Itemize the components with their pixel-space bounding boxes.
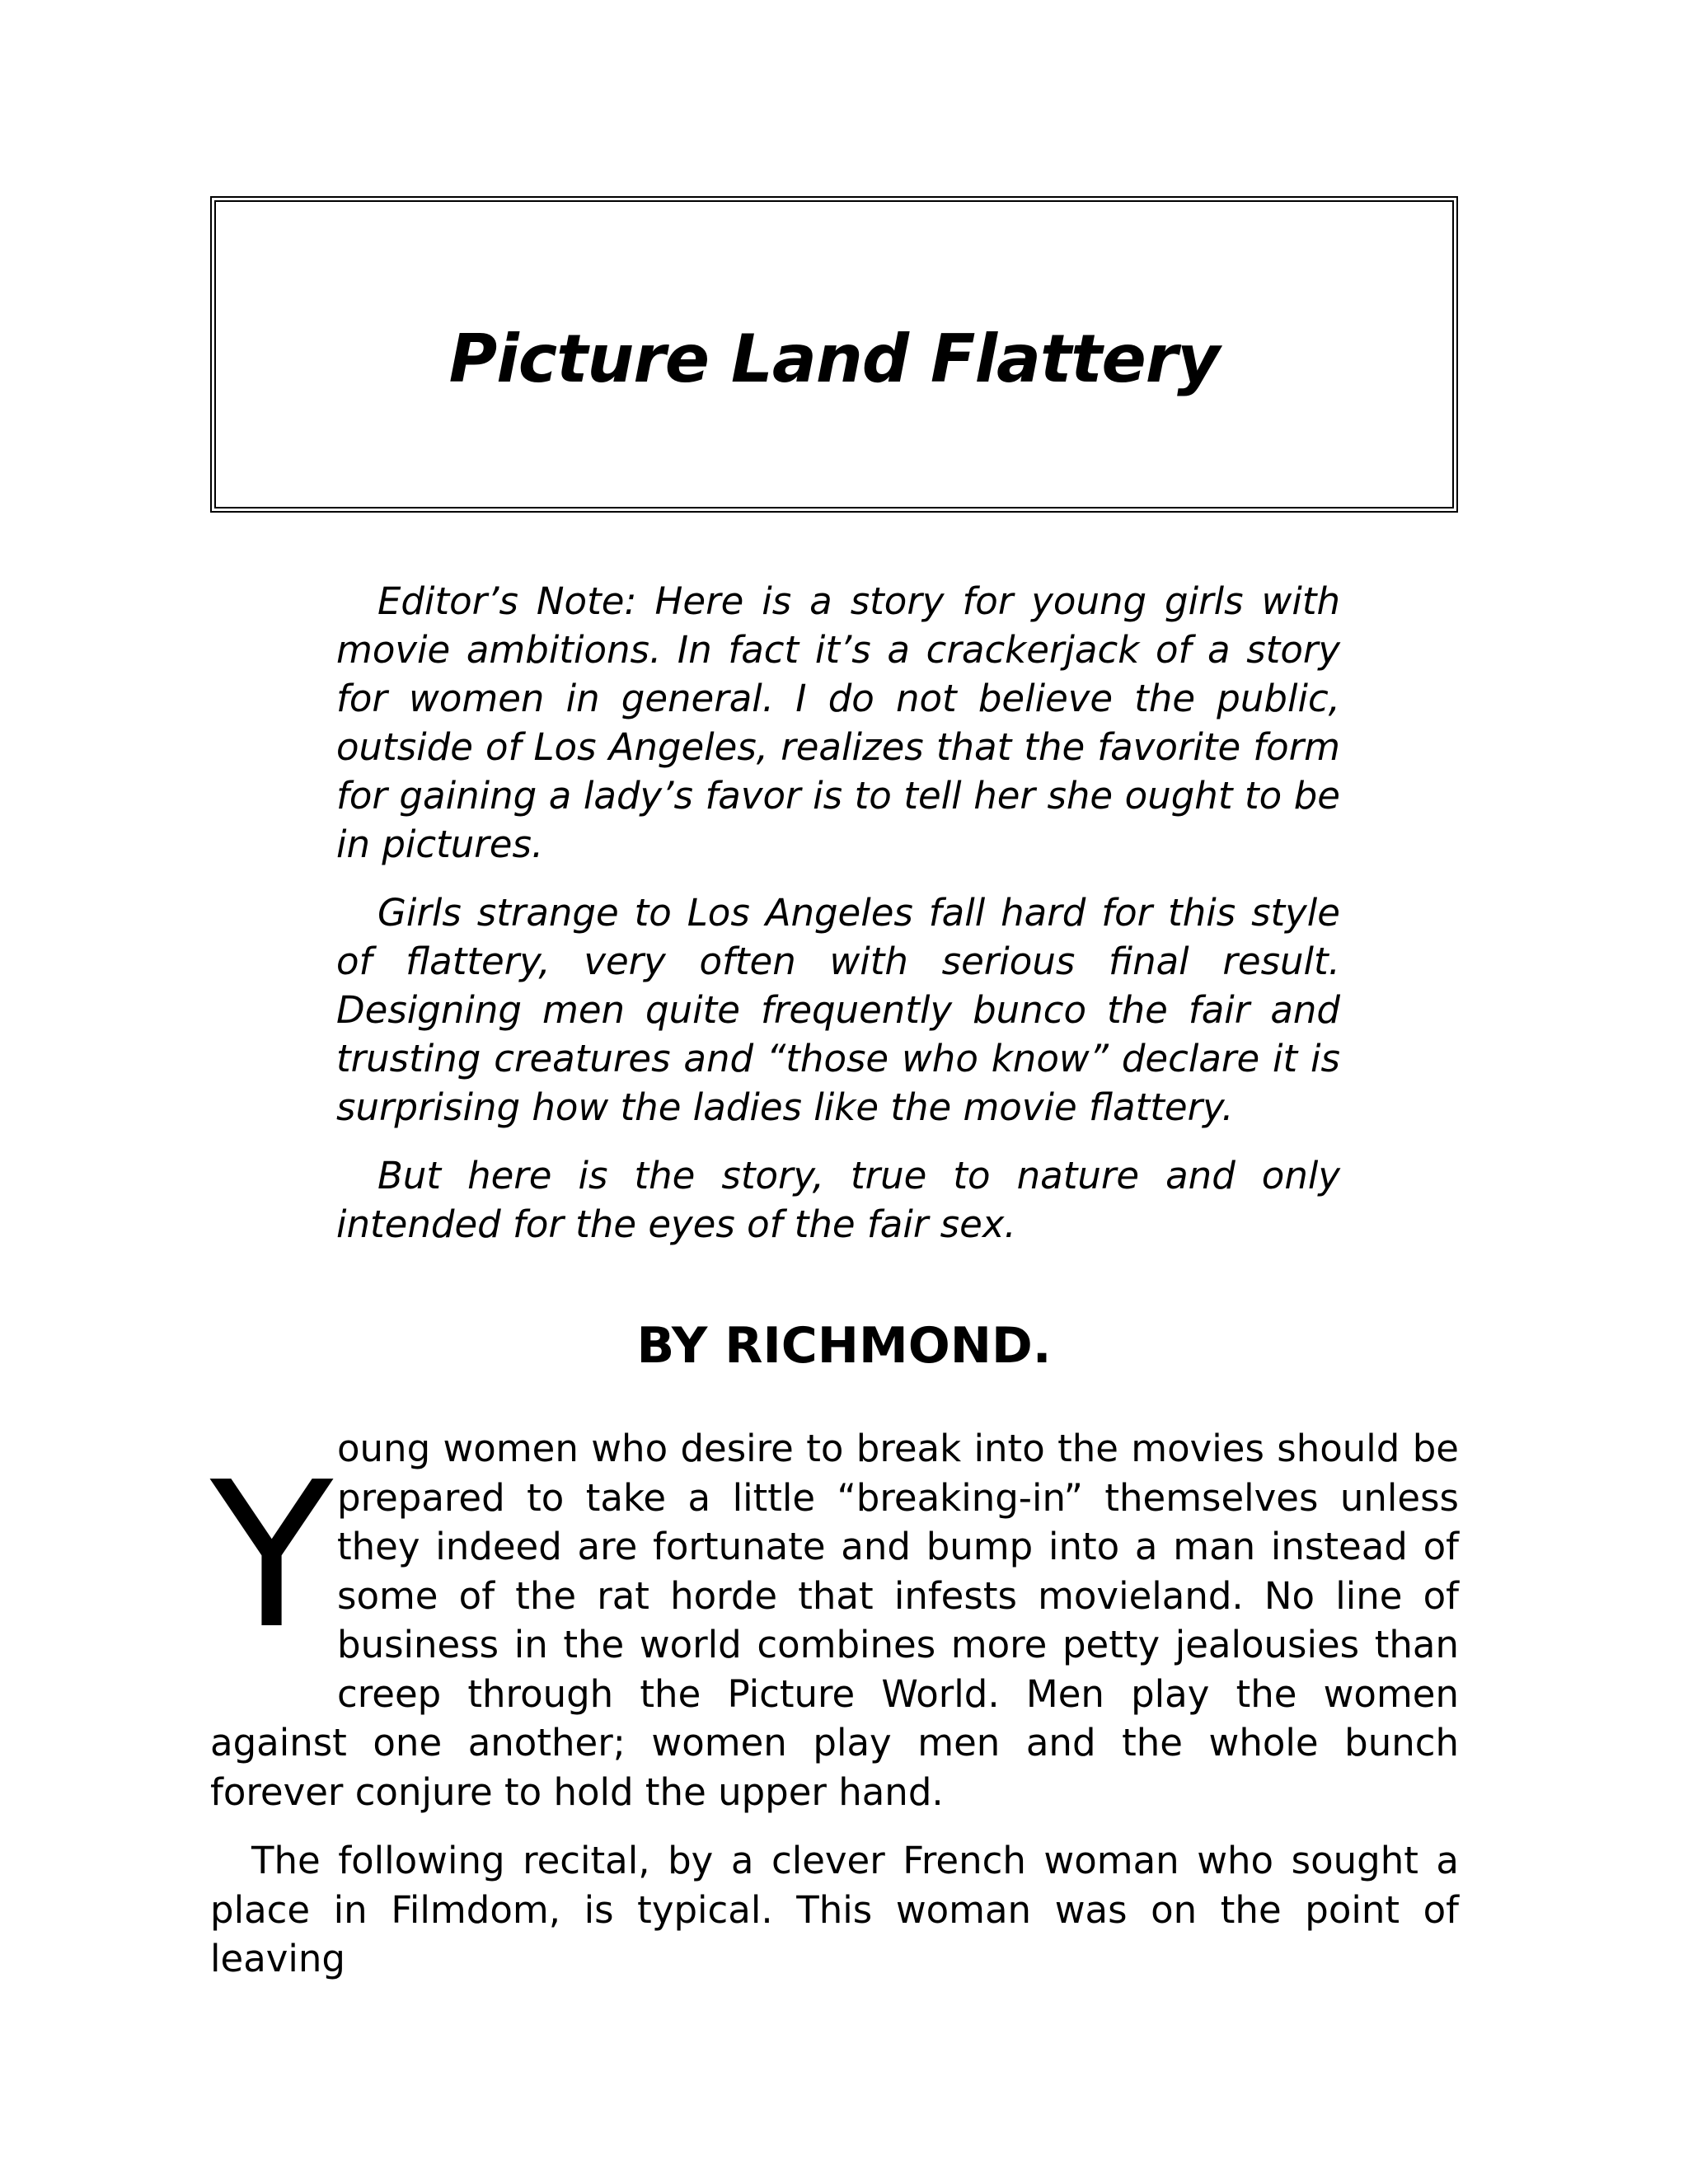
title-frame (210, 196, 1458, 513)
editor-note-paragraph-2: Girls strange to Los Angeles fall hard for this style of flattery, very often with serious final result. Designing men quite frequently bunco the fair and trusting creatures and “those who know” declare it is surprising how the ladies like the movie flattery. (336, 891, 1340, 1129)
editor-note (336, 577, 1340, 1268)
body-paragraph-1 (210, 1424, 1459, 1816)
drop-cap: Y (210, 1439, 334, 1673)
page-title: Picture Land Flattery (448, 320, 1220, 397)
editor-note-paragraph-1: Editor’s Note: Here is a story for young girls with movie ambitions. In fact it’s a crackerjack of a story for women in general. I do not believe the public, outside of Los Angeles, realizes that the favorite form for gaining a lady’s favor is to tell her she ought to be in pictures. (336, 579, 1340, 866)
body-paragraph-2: The following recital, by a clever French woman who sought a place in Filmdom, is typical. This woman was on the point of leaving (210, 1839, 1459, 1980)
article-body (210, 1424, 1459, 2004)
byline: BY RICHMOND. (636, 1317, 1052, 1375)
editor-note-paragraph-3: But here is the story, true to nature and only intended for the eyes of the fair sex. (336, 1154, 1340, 1246)
body-paragraph-1-text: oung women who desire to break into the movies should be prepared to take a little “breaking-in” themselves unless they indeed are fortunate and bump into a man instead of some of the rat horde that infests movieland. No line of business in the world combines more petty jealousies than creep through the Picture World. Men play the women against one another; women play men and the whole bunch forever conjure to hold the upper hand. (210, 1427, 1459, 1814)
